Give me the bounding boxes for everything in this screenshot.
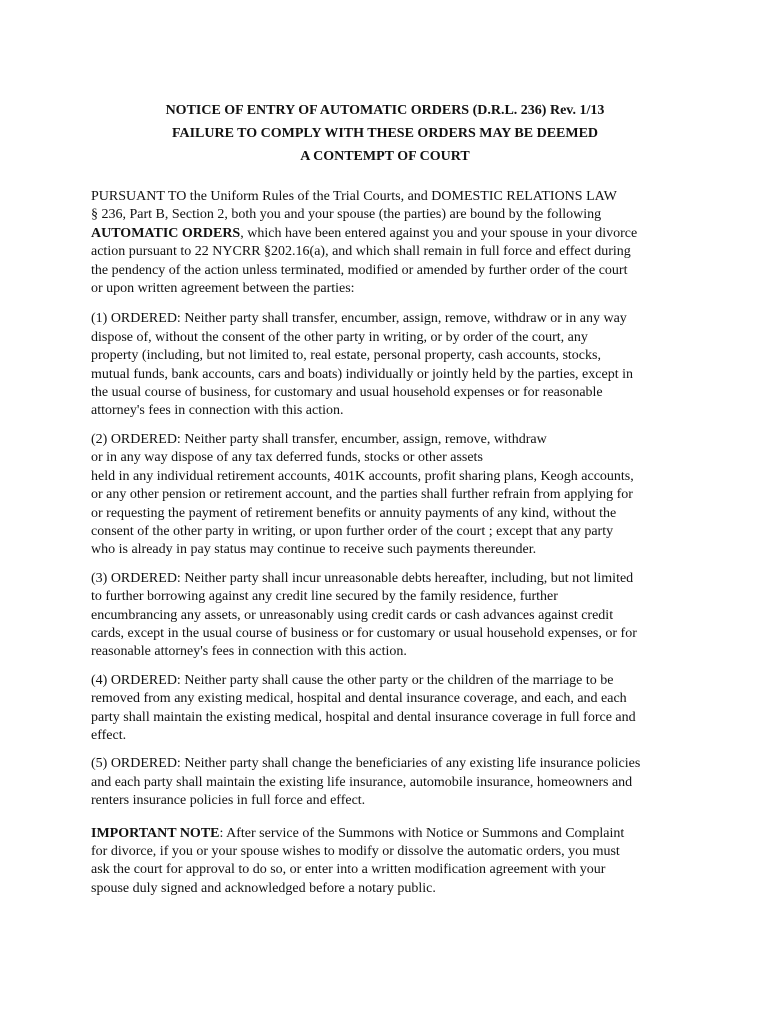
text-line: mutual funds, bank accounts, cars and boats) individually or jointly held by the parties, except in: [91, 366, 633, 382]
document-header: [0, 99, 770, 168]
text-line: for divorce, if you or your spouse wishes to modify or dissolve the automatic orders, you must: [91, 844, 620, 859]
order-2-paragraph: [91, 431, 691, 560]
text-line: (2) ORDERED: Neither party shall transfer, encumber, assign, remove, withdraw: [91, 431, 547, 447]
intro-paragraph: [91, 188, 691, 298]
text-fragment: : After service of the Summons with Notice or Summons and Complaint: [219, 825, 625, 841]
text-line: attorney's fees in connection with this action.: [91, 403, 344, 419]
order-5-paragraph: [91, 755, 691, 810]
text-line: who is already in pay status may continue to receive such payments thereunder.: [91, 542, 537, 558]
text-line: and each party shall maintain the existing life insurance, automobile insurance, homeowners and: [91, 774, 633, 790]
text-line: [91, 225, 691, 243]
text-line: or in any way dispose of any tax deferred funds, stocks or other assets: [91, 450, 483, 466]
text-line: held in any individual retirement accounts, 401K accounts, profit sharing plans, Keogh accounts,: [91, 468, 634, 484]
text-line: property (including, but not limited to, real estate, personal property, cash accounts, stocks,: [91, 348, 601, 364]
text-line: or requesting the payment of retirement benefits or annuity payments of any kind, without the: [91, 505, 617, 521]
text-line: party shall maintain the existing medical, hospital and dental insurance coverage in full force and: [91, 709, 636, 725]
text-line: renters insurance policies in full force and effect.: [91, 793, 366, 809]
header-contempt-line: A CONTEMPT OF COURT: [300, 149, 470, 164]
text-line: action pursuant to 22 NYCRR §202.16(a), and which shall remain in full force and effect during: [91, 244, 631, 260]
text-line: dispose of, without the consent of the other party in writing, or by order of the court, any: [91, 329, 588, 345]
document-body: [91, 188, 691, 908]
text-line: (1) ORDERED: Neither party shall transfer, encumber, assign, remove, withdraw or in any way: [91, 311, 627, 327]
text-line: consent of the other party in writing, or upon further order of the court ; except that any party: [91, 523, 614, 539]
header-title-line: NOTICE OF ENTRY OF AUTOMATIC ORDERS (D.R.L. 236) Rev. 1/13: [165, 103, 605, 118]
text-line: [91, 825, 691, 843]
order-3-paragraph: [91, 570, 691, 662]
text-line: the usual course of business, for customary and usual household expenses or for reasonable: [91, 385, 603, 401]
order-4-paragraph: [91, 672, 691, 746]
text-line: (5) ORDERED: Neither party shall change the beneficiaries of any existing life insurance policies: [91, 756, 641, 772]
automatic-orders-term: AUTOMATIC ORDERS: [91, 225, 241, 241]
text-fragment: , which have been entered against you and your spouse in your divorce: [240, 225, 638, 241]
text-line: cards, except in the usual course of business or for customary or usual household expenses, or for: [91, 625, 637, 641]
text-line: to further borrowing against any credit line secured by the family residence, further: [91, 589, 558, 605]
important-note-paragraph: [91, 825, 691, 899]
text-line: reasonable attorney's fees in connection with this action.: [91, 644, 407, 660]
text-line: (3) ORDERED: Neither party shall incur unreasonable debts hereafter, including, but not limited: [91, 570, 634, 586]
text-line: PURSUANT TO the Uniform Rules of the Trial Courts, and DOMESTIC RELATIONS LAW: [91, 189, 617, 204]
order-1-paragraph: [91, 310, 691, 420]
text-line: or upon written agreement between the parties:: [91, 281, 355, 297]
text-line: spouse duly signed and acknowledged before a notary public.: [91, 880, 436, 896]
text-line: encumbrancing any assets, or unreasonably using credit cards or cash advances against credit: [91, 607, 614, 623]
important-note-label: IMPORTANT NOTE: [91, 825, 220, 841]
text-line: (4) ORDERED: Neither party shall cause the other party or the children of the marriage to be: [91, 672, 614, 688]
text-line: the pendency of the action unless terminated, modified or amended by further order of the court: [91, 262, 628, 278]
text-line: or any other pension or retirement account, and the parties shall further refrain from applying for: [91, 487, 633, 503]
text-line: effect.: [91, 727, 127, 743]
text-line: ask the court for approval to do so, or enter into a written modification agreement with your: [91, 862, 606, 878]
header-warning-line: FAILURE TO COMPLY WITH THESE ORDERS MAY BE DEEMED: [171, 126, 599, 141]
text-line: § 236, Part B, Section 2, both you and your spouse (the parties) are bound by the following: [91, 207, 602, 223]
text-line: removed from any existing medical, hospital and dental insurance coverage, and each, and each: [91, 691, 627, 707]
